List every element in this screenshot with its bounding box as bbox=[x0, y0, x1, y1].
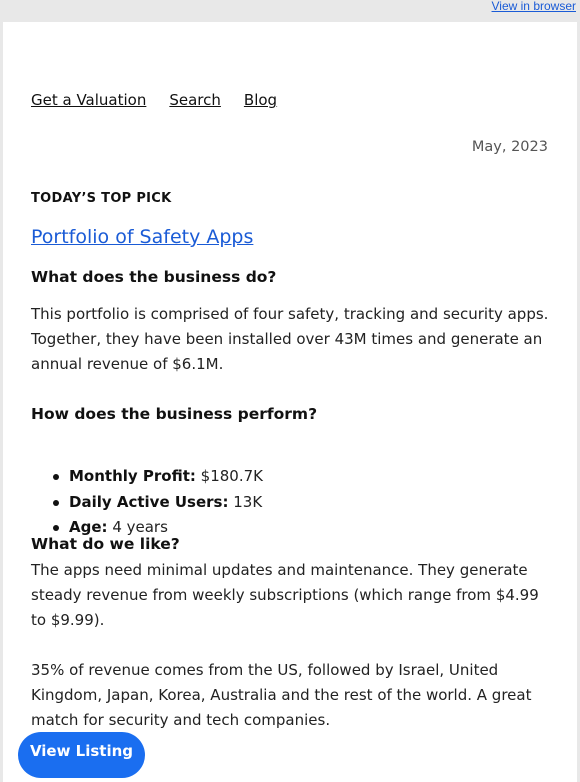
metric-value: 4 years bbox=[112, 518, 168, 536]
metric-label: Age: bbox=[69, 518, 108, 536]
metric-value: $180.7K bbox=[200, 467, 263, 485]
metrics-list bbox=[51, 464, 263, 541]
listing-title-link[interactable]: Portfolio of Safety Apps bbox=[31, 226, 254, 248]
what-text: This portfolio is comprised of four safety, tracking and security apps. Together, they have been installed over 43M times and generate an annual revenue of $6.1M. bbox=[31, 305, 549, 373]
top-bar bbox=[0, 0, 580, 22]
perform-heading: How does the business perform? bbox=[31, 405, 318, 423]
nav-get-valuation[interactable]: Get a Valuation bbox=[31, 91, 147, 109]
list-item bbox=[51, 490, 263, 516]
email-body bbox=[3, 22, 577, 782]
nav-blog[interactable]: Blog bbox=[243, 91, 278, 109]
like-text-1: The apps need minimal updates and maintenance. They generate steady revenue from weekly subscriptions (which range from $4.99 to $9.99). bbox=[31, 561, 539, 629]
like-text-2: 35% of revenue comes from the US, followed by Israel, United Kingdom, Japan, Korea, Australia and the rest of the world. A great match for security and tech companies. bbox=[31, 661, 532, 729]
view-listing-button[interactable]: View Listing bbox=[18, 732, 145, 778]
issue-date: May, 2023 bbox=[471, 139, 548, 155]
view-in-browser-link[interactable]: View in browser bbox=[491, 0, 576, 13]
metric-label: Monthly Profit: bbox=[69, 467, 196, 485]
what-heading: What does the business do? bbox=[31, 268, 277, 286]
list-item bbox=[51, 464, 263, 490]
metric-label: Daily Active Users: bbox=[69, 492, 229, 511]
nav-search[interactable]: Search bbox=[169, 91, 221, 109]
nav-links bbox=[31, 91, 277, 109]
like-heading: What do we like? bbox=[31, 535, 180, 553]
top-pick-label: TODAY’S TOP PICK bbox=[31, 191, 172, 206]
metric-value: 13K bbox=[233, 492, 263, 511]
